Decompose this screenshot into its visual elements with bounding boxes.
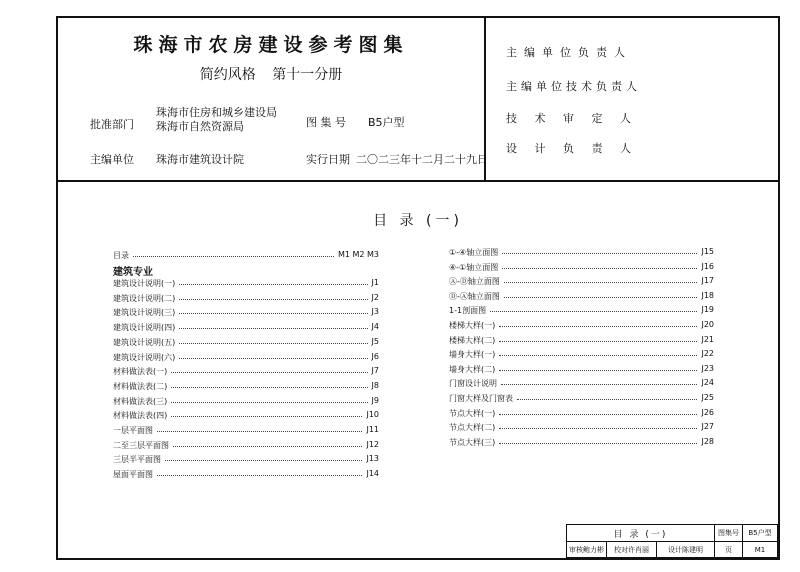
toc-entry-page: J24 [701,378,714,388]
toc-entry-page: J3 [371,307,379,317]
signature-tech-chief: 主编单位技术负责人 [506,80,641,93]
toc-entry-title: 建筑设计说明(三) [113,308,176,318]
toc-entry-page: J12 [366,439,379,449]
header-divider [484,18,486,180]
toc-leader-dots [179,299,368,300]
toc-leader-dots [179,328,368,329]
toc-entry-title: 门窗设计说明 [449,379,497,389]
toc-leader-dots [501,384,697,385]
toc-entry-title: 节点大样(三) [449,437,496,447]
toc-entry-page: J16 [701,261,714,271]
toc-entry-page: J21 [701,334,714,344]
toc-entry [113,396,379,408]
toc-leader-dots [171,416,362,417]
toc-entry-page: J8 [371,380,379,390]
toc-entry-title: 门窗大样及门窗表 [449,394,513,403]
toc-entry-page: J15 [701,247,714,256]
toc-title: 目 录 (一) [373,213,463,229]
toc-leader-dots [179,343,368,344]
toc-entry [449,276,714,288]
toc-entry-title: 墙身大样(一) [449,350,496,360]
signature-designer: 设 计 负 责 人 [506,142,638,155]
toc-leader-dots [499,370,697,371]
toc-entry-page: J25 [701,393,714,402]
volume-name: 第十一分册 [272,67,343,83]
toc-entry-page: J7 [371,366,379,376]
toc-entry-title: ①-④轴立面图 [449,248,499,257]
toc-entry-page: J13 [366,454,379,464]
toc-leader-dots [165,460,362,461]
toc-leader-dots [171,402,368,403]
toc-entry [113,278,379,290]
toc-entry-title: 建筑设计说明(一) [113,279,176,288]
title-block-atlas-value: B5户型 [743,525,777,542]
toc-entry-title: 建筑设计说明(四) [113,323,176,333]
atlas-no-value: B5户型 [368,116,405,129]
toc-entry-page: J5 [371,336,379,346]
toc-entry [113,337,379,349]
toc-entry-page: J22 [701,349,714,359]
toc-entry-title: 墙身大样(二) [449,364,496,374]
toc-entry-page: J26 [701,407,714,417]
toc-entry [449,422,714,434]
toc-entry [449,262,714,274]
toc-leader-dots [173,446,362,447]
atlas-no-label: 图 集 号 [306,116,346,129]
toc-leader-dots [502,253,697,254]
toc-entry [449,335,714,347]
toc-entry-page: J19 [701,305,714,315]
toc-entry [113,322,379,334]
header-block [58,18,778,182]
toc-entry-page: J10 [366,410,379,420]
toc-leader-dots [179,284,368,285]
toc-entry-title: 节点大样(二) [449,423,496,433]
toc-entry-page: J17 [701,276,714,286]
toc-entry-page: J23 [701,363,714,373]
section-label: 建筑专业 [113,267,153,278]
toc-entry [449,393,714,405]
toc-entry [449,291,714,303]
title-block-page-value: M1 [754,546,766,554]
toc-entry-page: M1 M2 M3 [337,250,379,259]
toc-entry-title: 节点大样(一) [449,408,496,418]
signature-chief: 主编单位负责人 [506,46,632,59]
style-name: 简约风格 [199,67,256,83]
toc-entry [113,381,379,393]
toc-entry-title: 目录 [113,251,129,260]
toc-entry [449,437,714,449]
toc-leader-dots [499,414,697,415]
toc-entry-title: 二至三层平面图 [113,440,169,450]
signature-reviewer: 技 术 审 定 人 [506,112,638,125]
toc-leader-dots [499,443,697,444]
toc-entry [449,364,714,376]
approval-value-1: 珠海市住房和城乡建设局 [156,106,277,119]
toc-entry-title: 材料做法表(三) [113,396,168,406]
toc-leader-dots [502,268,697,269]
toc-entry-page: J20 [701,320,714,329]
toc-entry [113,454,379,466]
toc-entry-page: J28 [701,436,714,446]
toc-entry-page: J18 [701,290,714,300]
toc-entry-title: 楼梯大样(二) [449,335,496,345]
toc-entry [113,425,379,437]
toc-entry-page: J4 [371,322,379,332]
title-block-designer: 设计陈建明 [657,542,715,558]
toc-entry-page: J14 [366,469,379,479]
toc-leader-dots [157,431,362,432]
toc-entry-title: 建筑设计说明(二) [113,293,176,303]
toc-leader-dots [499,326,697,327]
toc-entry-title: 建筑设计说明(六) [113,352,176,362]
toc-entry-title: 屋面平面图 [113,470,153,480]
toc-entry-page: J27 [701,422,714,432]
toc-entry-page: J11 [366,425,379,434]
toc-leader-dots [504,297,697,298]
toc-leader-dots [499,428,697,429]
toc-leader-dots [179,358,368,359]
title-block-checker: 校对许肖丽 [607,542,657,558]
toc-entry [449,378,714,390]
toc-entry [449,320,714,332]
date-label: 实行日期 [306,153,350,166]
toc-entry-page: J6 [371,351,379,361]
toc-entry [113,366,379,378]
toc-entry-page: J2 [371,292,379,302]
toc-entry-title: 材料做法表(四) [113,411,168,421]
title-block [566,524,778,558]
title-block-reviewer: 审核鲍力彬 [567,542,607,558]
toc-leader-dots [171,372,368,373]
date-value: 二〇二三年十二月二十九日 [356,153,488,166]
toc-entry [113,250,379,262]
approval-value-2: 珠海市自然资源局 [156,120,244,133]
toc-leader-dots [133,256,334,257]
atlas-subtitle [58,64,484,84]
toc-entry [113,410,379,422]
toc-entry-title: 1-1剖面图 [449,306,487,316]
approval-label: 批准部门 [90,118,134,131]
toc-entry-page: J1 [371,278,379,287]
toc-entry-title: 三层半平面图 [113,455,161,465]
toc-entry-page: J9 [371,395,379,405]
toc-entry-title: 材料做法表(二) [113,381,168,391]
toc-entry [113,440,379,452]
toc-leader-dots [490,311,697,312]
toc-entry-title: Ⓐ-Ⓓ轴立面图 [449,277,500,287]
title-block-name: 目 录 (一) [567,525,715,542]
atlas-title: 珠海市农房建设参考图集 [133,34,409,56]
editor-label: 主编单位 [90,153,134,166]
toc-entry-title: 楼梯大样(一) [449,321,496,330]
toc-leader-dots [499,341,697,342]
toc-entry [113,307,379,319]
toc-entry-title: ④-①轴立面图 [449,262,499,272]
toc-entry [113,469,379,481]
title-block-page-label: 页 [715,542,743,558]
toc-entry [113,293,379,305]
toc-entry-title: 建筑设计说明(五) [113,337,176,347]
toc-entry-title: 一层平面图 [113,426,153,435]
editor-value: 珠海市建筑设计院 [156,153,244,166]
toc-entry-title: Ⓓ-Ⓐ轴立面图 [449,291,500,301]
toc-entry-title: 材料做法表(一) [113,367,168,377]
toc-entry [449,305,714,317]
title-block-atlas-label: 图集号 [715,525,743,542]
toc-leader-dots [499,355,697,356]
toc-entry [449,408,714,420]
toc-entry [449,349,714,361]
toc-leader-dots [179,313,368,314]
toc-leader-dots [517,399,697,400]
toc-entry [449,247,714,259]
toc-leader-dots [171,387,368,388]
toc-leader-dots [157,475,362,476]
toc-entry [113,352,379,364]
toc-leader-dots [504,282,697,283]
